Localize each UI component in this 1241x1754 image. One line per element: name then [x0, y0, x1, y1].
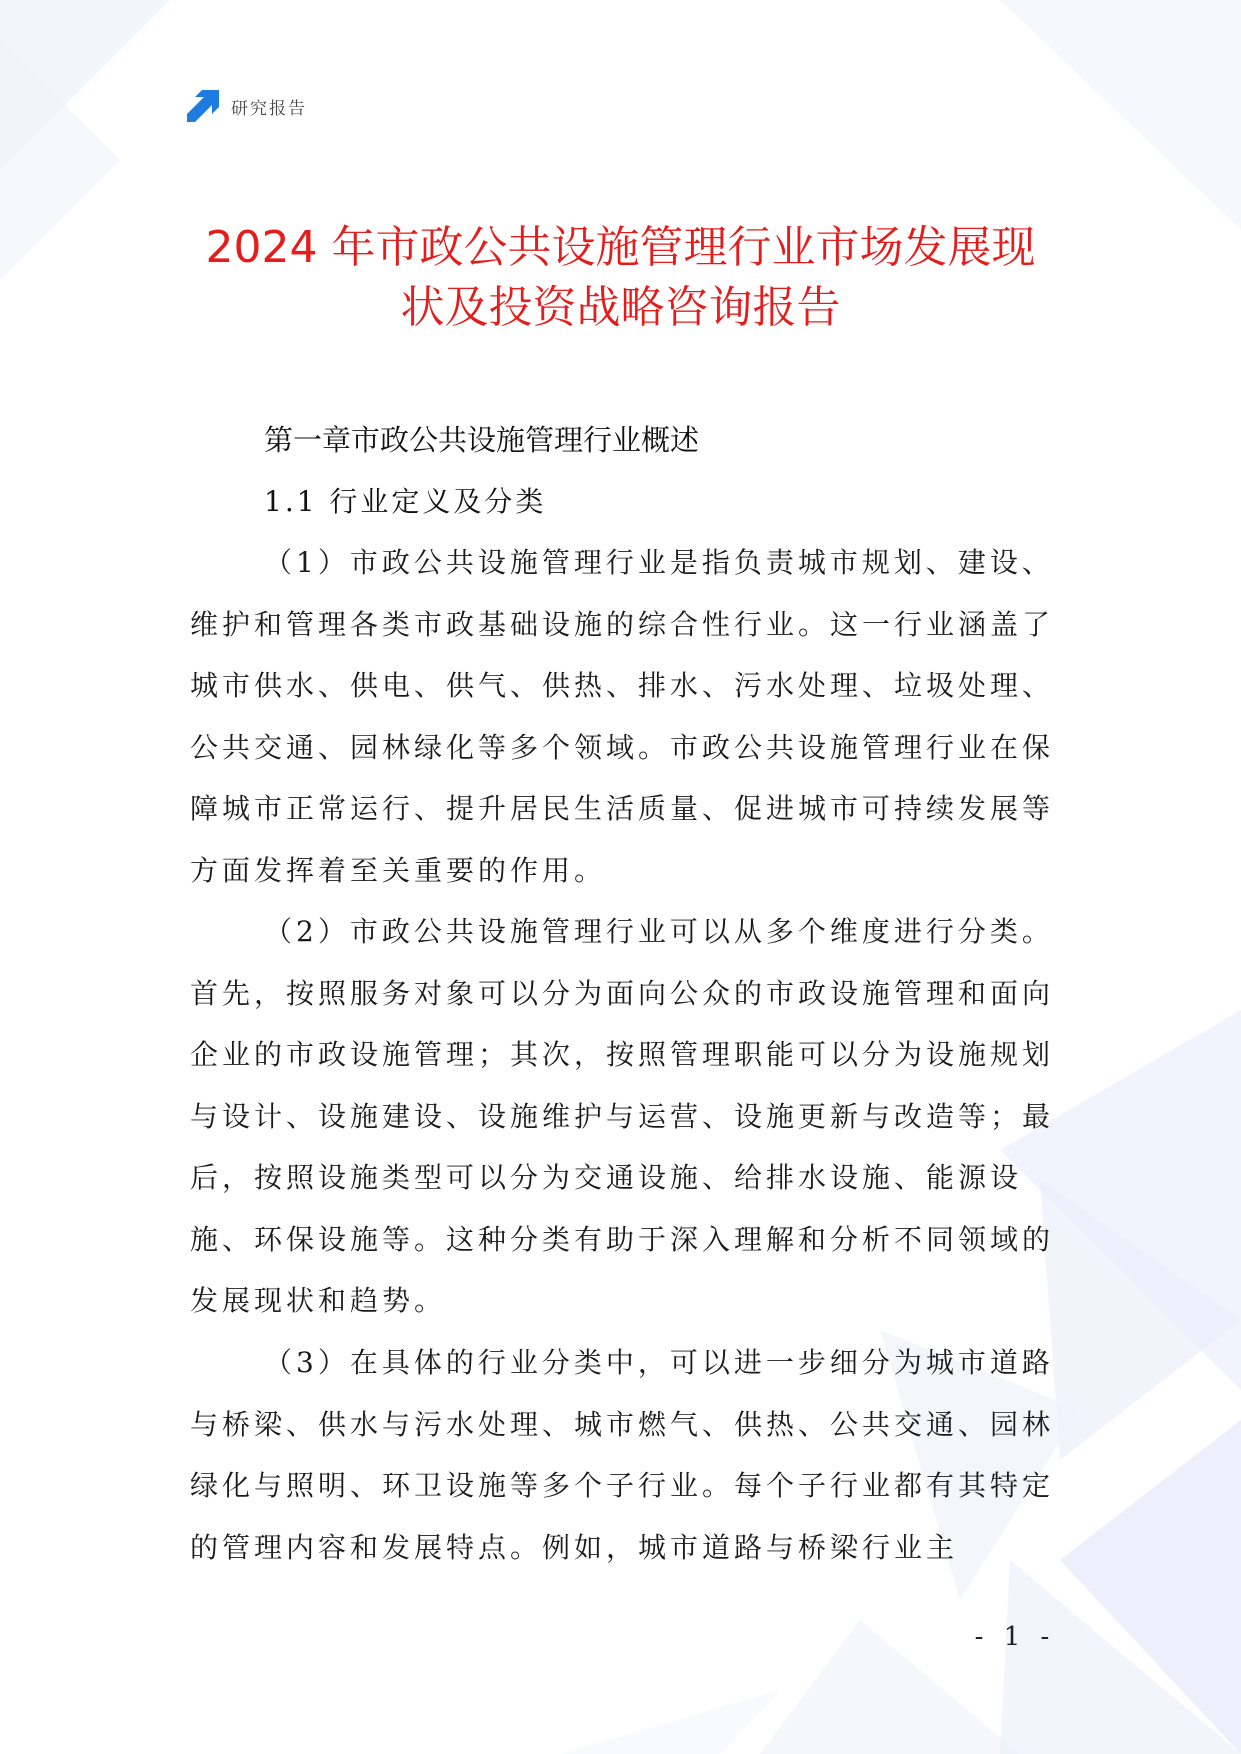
chapter-heading: 第一章市政公共设施管理行业概述 [264, 423, 700, 457]
title-line-2: 状及投资战略咨询报告 [400, 282, 841, 333]
paragraph-1: （1）市政公共设施管理行业是指负责城市规划、建设、维护和管理各类市政基础设施的综合性行业。这一行业涵盖了城市供水、供电、供气、供热、排水、污水处理、垃圾处理、公共交通、园林绿化等多个领域。市政公共设施管理行业在保障城市正常运行、提升居民生活质量、促进城市可持续发展等方面发挥着至关重要的作用。 [190, 546, 1055, 887]
paragraph-2: （2）市政公共设施管理行业可以从多个维度进行分类。首先，按照服务对象可以分为面向公众的市政设施管理和面向企业的市政设施管理；其次，按照管理职能可以分为设施规划与设计、设施建设、设施维护与运营、设施更新与改造等；最后，按照设施类型可以分为交通设施、给排水设施、能源设施、环保设施等。这种分类有助于深入理解和分析不同领域的发展现状和趋势。 [190, 915, 1055, 1317]
report-header [187, 88, 307, 124]
section-heading: 1.1 行业定义及分类 [264, 485, 547, 518]
report-title [100, 218, 1141, 338]
title-line-1: 2024 年市政公共设施管理行业市场发展现 [205, 222, 1036, 273]
arrow-up-right-icon [187, 90, 219, 122]
page-number: - 1 - [974, 1622, 1056, 1652]
header-label: 研究报告 [231, 98, 307, 119]
paragraph-3: （3）在具体的行业分类中，可以进一步细分为城市道路与桥梁、供水与污水处理、城市燃气、供热、公共交通、园林绿化与照明、环卫设施等多个子行业。每个子行业都有其特定的管理内容和发展特点。例如，城市道路与桥梁行业主 [190, 1346, 1055, 1564]
